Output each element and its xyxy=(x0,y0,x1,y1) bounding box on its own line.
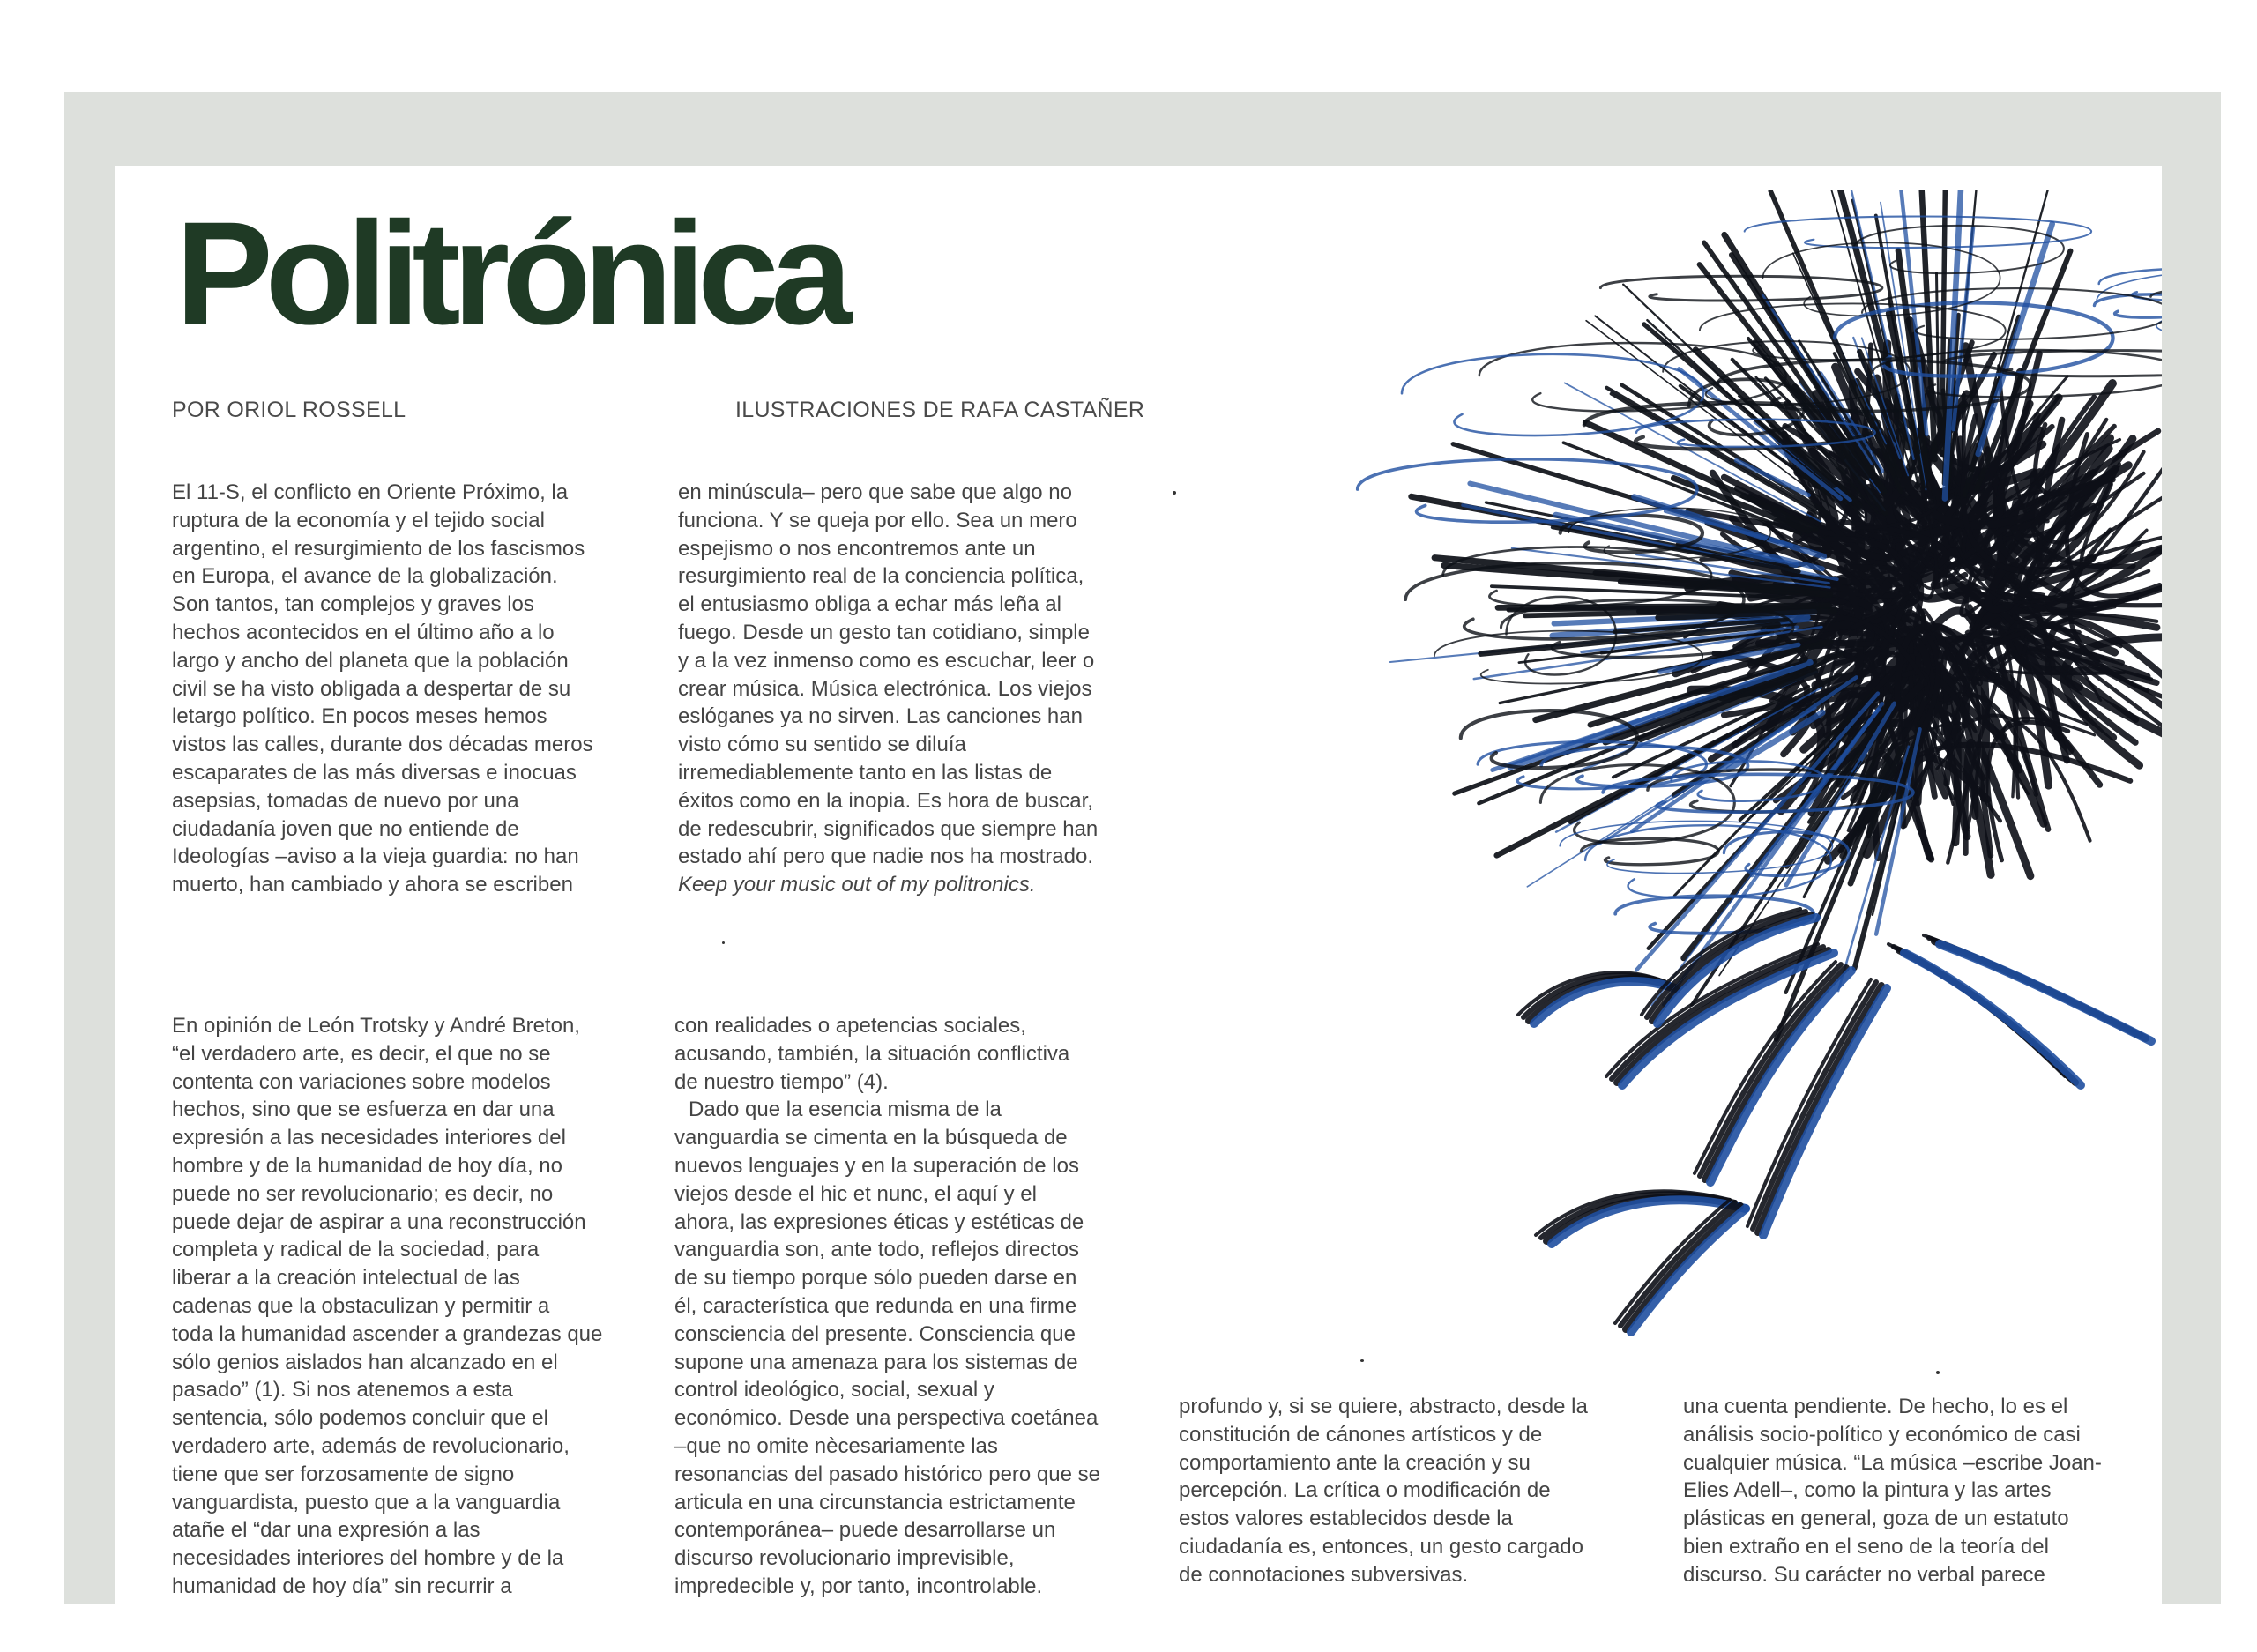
text-line: hombre y de la humanidad de hoy día, no xyxy=(172,1153,562,1178)
text-line: fuego. Desde un gesto tan cotidiano, simple xyxy=(678,620,1090,644)
text-line: Dado que la esencia misma de la xyxy=(689,1098,1002,1122)
text-line: humanidad de hoy día” sin recurrir a xyxy=(172,1574,512,1598)
text-line: irremediablemente tanto en las listas de xyxy=(678,760,1053,785)
ink-stroke xyxy=(1904,953,2081,1085)
text-line: económico. Desde una perspectiva coetánea xyxy=(674,1406,1099,1431)
magazine-page xyxy=(115,166,2162,1604)
text-line: profundo y, si se quiere, abstracto, desde la xyxy=(1179,1395,1588,1418)
text-line: constitución de cánones artísticos y de xyxy=(1179,1422,1543,1447)
ink-stroke xyxy=(1631,1209,1746,1332)
text-line: atañe el “dar una expresión a las xyxy=(172,1518,480,1543)
text-line: cadenas que la obstaculizan y permitir a xyxy=(172,1293,550,1318)
text-line: plásticas en general, goza de un estatuto xyxy=(1683,1507,2069,1531)
text-line: puede no ser revolucionario; es decir, no xyxy=(172,1181,554,1206)
text-line: bien extraño en el seno de la teoría del xyxy=(1683,1534,2049,1559)
text-line: “el verdadero arte, es decir, el que no se xyxy=(172,1041,551,1066)
text-line: en Europa, el avance de la globalización. xyxy=(172,564,558,589)
text-line: puede dejar de aspirar a una reconstrucción xyxy=(172,1209,586,1234)
text-line: vanguardista, puesto que a la vanguardia xyxy=(172,1490,561,1514)
text-line: resonancias del pasado histórico pero que se xyxy=(674,1462,1100,1486)
text-line: toda la humanidad ascender a grandezas que xyxy=(172,1321,603,1346)
text-line: argentino, el resurgimiento de los fascismos xyxy=(172,536,585,561)
text-line: el entusiasmo obliga a echar más leña al xyxy=(678,592,1061,617)
text-line: contemporánea– puede desarrollarse un xyxy=(674,1518,1056,1543)
body-column-4 xyxy=(1683,1393,2102,1589)
text-line: tiene que ser forzosamente de signo xyxy=(172,1462,515,1486)
text-line: Son tantos, tan complejos y graves los xyxy=(172,592,534,617)
italic-closing-line: Keep your music out of my politronics. xyxy=(678,873,1036,897)
intro-column-1 xyxy=(172,479,593,899)
text-line: estado ahí pero que nadie nos ha mostrado. xyxy=(678,845,1093,869)
text-line: hechos acontecidos en el último año a lo xyxy=(172,620,555,644)
text-line: contenta con variaciones sobre modelos xyxy=(172,1069,551,1094)
text-line: funciona. Y se queja por ello. Sea un mero xyxy=(678,508,1077,532)
text-line: percepción. La crítica o modificación de xyxy=(1179,1478,1551,1503)
scan-speck xyxy=(722,941,725,944)
text-line: En opinión de León Trotsky y André Breton, xyxy=(172,1014,580,1038)
ink-stroke xyxy=(1894,947,2070,1079)
text-line: necesidades interiores del hombre y de la xyxy=(172,1546,564,1571)
ink-stroke xyxy=(1942,190,1946,455)
text-line: liberar a la creación intelectual de las xyxy=(172,1266,520,1291)
text-line: de connotaciones subversivas. xyxy=(1179,1562,1469,1587)
ink-bird-illustration xyxy=(1209,190,2162,1340)
text-line: escaparates de las más diversas e inocuas xyxy=(172,760,577,785)
text-line: en minúscula– pero que sabe que algo no xyxy=(678,480,1072,504)
ink-stroke xyxy=(1700,303,2006,360)
text-line: consciencia del presente. Consciencia que xyxy=(674,1321,1076,1346)
text-line: estos valores establecidos desde la xyxy=(1179,1507,1513,1531)
text-line: ruptura de la economía y el tejido social xyxy=(172,508,545,532)
text-line: ciudadanía es, entonces, un gesto cargado xyxy=(1179,1534,1583,1559)
text-line: vistos las calles, durante dos décadas meros xyxy=(172,733,593,757)
article-title: Politrónica xyxy=(175,192,845,355)
text-line: articula en una circunstancia estrictamente xyxy=(674,1490,1076,1514)
text-line: visto cómo su sentido se diluía xyxy=(678,733,966,757)
text-line: viejos desde el hic et nunc, el aquí y el xyxy=(674,1181,1037,1206)
text-line: nuevos lenguajes y en la superación de los xyxy=(674,1153,1079,1178)
text-line: verdadero arte, además de revolucionario, xyxy=(172,1433,570,1458)
ink-stroke xyxy=(2151,286,2163,308)
text-line: y a la vez inmenso como es escuchar, leer o xyxy=(678,648,1095,673)
text-line: de redescubrir, significados que siempre han xyxy=(678,816,1099,841)
text-line: completa y radical de la sociedad, para xyxy=(172,1238,540,1262)
illustrator-credit: ILUSTRACIONES DE RAFA CASTAÑER xyxy=(735,398,1145,422)
text-line: acusando, también, la situación conflictiva xyxy=(674,1041,1070,1066)
text-line: vanguardia son, ante todo, reflejos directos xyxy=(674,1238,1079,1262)
text-line: éxitos como en la inopia. Es hora de buscar, xyxy=(678,788,1093,813)
body-column-3 xyxy=(1179,1393,1588,1589)
text-line: una cuenta pendiente. De hecho, lo es el xyxy=(1683,1395,2068,1418)
text-line: expresión a las necesidades interiores del xyxy=(172,1126,566,1150)
text-line: cualquier música. “La música –escribe Joan- xyxy=(1683,1450,2102,1475)
text-line: supone una amenaza para los sistemas de xyxy=(674,1350,1078,1374)
text-line: letargo político. En pocos meses hemos xyxy=(172,704,547,729)
text-line: pasado” (1). Si nos atenemos a esta xyxy=(172,1378,513,1403)
text-line: –que no omite nècesariamente las xyxy=(674,1433,998,1458)
text-line: él, característica que redunda en una firme xyxy=(674,1293,1077,1318)
text-line: vanguardia se cimenta en la búsqueda de xyxy=(674,1126,1068,1150)
ink-stroke xyxy=(1603,774,1913,812)
text-line: con realidades o apetencias sociales, xyxy=(674,1014,1026,1038)
text-line: ahora, las expresiones éticas y estéticas de xyxy=(674,1209,1084,1234)
body-column-1 xyxy=(172,1012,602,1601)
text-line: impredecible y, por tanto, incontrolable. xyxy=(674,1574,1043,1598)
intro-column-2 xyxy=(678,479,1098,899)
text-line: discurso. Su carácter no verbal parece xyxy=(1683,1562,2045,1587)
text-line: largo y ancho del planeta que la población xyxy=(172,648,569,673)
text-line: sólo genios aislados han alcanzado en el xyxy=(172,1350,558,1374)
text-line: asepsias, tomadas de nuevo por una xyxy=(172,788,519,813)
text-line: Elies Adell–, como la pintura y las artes xyxy=(1683,1478,2052,1503)
ink-stroke xyxy=(1888,944,2065,1076)
text-line: de nuestro tiempo” (4). xyxy=(674,1069,889,1094)
text-line: eslóganes ya no sirven. Las canciones han xyxy=(678,704,1083,729)
text-line: resurgimiento real de la conciencia política, xyxy=(678,564,1084,589)
scan-speck xyxy=(1360,1359,1364,1362)
body-column-2 xyxy=(674,1012,1100,1601)
text-line: crear música. Música electrónica. Los viejos xyxy=(678,676,1092,701)
text-line: comportamiento ante la creación y su xyxy=(1179,1450,1531,1475)
text-line: Ideologías –aviso a la vieja guardia: no han xyxy=(172,845,579,869)
text-line: El 11-S, el conflicto en Oriente Próximo, la xyxy=(172,480,569,504)
ink-stroke xyxy=(2095,294,2163,317)
text-line: discurso revolucionario imprevisible, xyxy=(674,1546,1015,1571)
text-line: muerto, han cambiado y ahora se escriben xyxy=(172,873,573,897)
text-line: ciudadanía joven que no entiende de xyxy=(172,816,519,841)
text-line: análisis socio-político y económico de casi xyxy=(1683,1422,2081,1447)
text-line: de su tiempo porque sólo pueden darse en xyxy=(674,1266,1077,1291)
text-line: hechos, sino que se esfuerza en dar una xyxy=(172,1098,555,1122)
text-line: espejismo o nos encontremos ante un xyxy=(678,536,1036,561)
ink-stroke xyxy=(1745,217,2091,249)
text-line: civil se ha visto obligada a despertar de su xyxy=(172,676,571,701)
text-line: control ideológico, social, sexual y xyxy=(674,1378,994,1403)
author-credit: POR ORIOL ROSSELL xyxy=(172,398,406,422)
text-line: sentencia, sólo podemos concluir que el xyxy=(172,1406,548,1431)
scan-speck xyxy=(1173,491,1176,495)
ink-stroke xyxy=(1402,354,1703,435)
scan-speck xyxy=(1936,1371,1940,1374)
